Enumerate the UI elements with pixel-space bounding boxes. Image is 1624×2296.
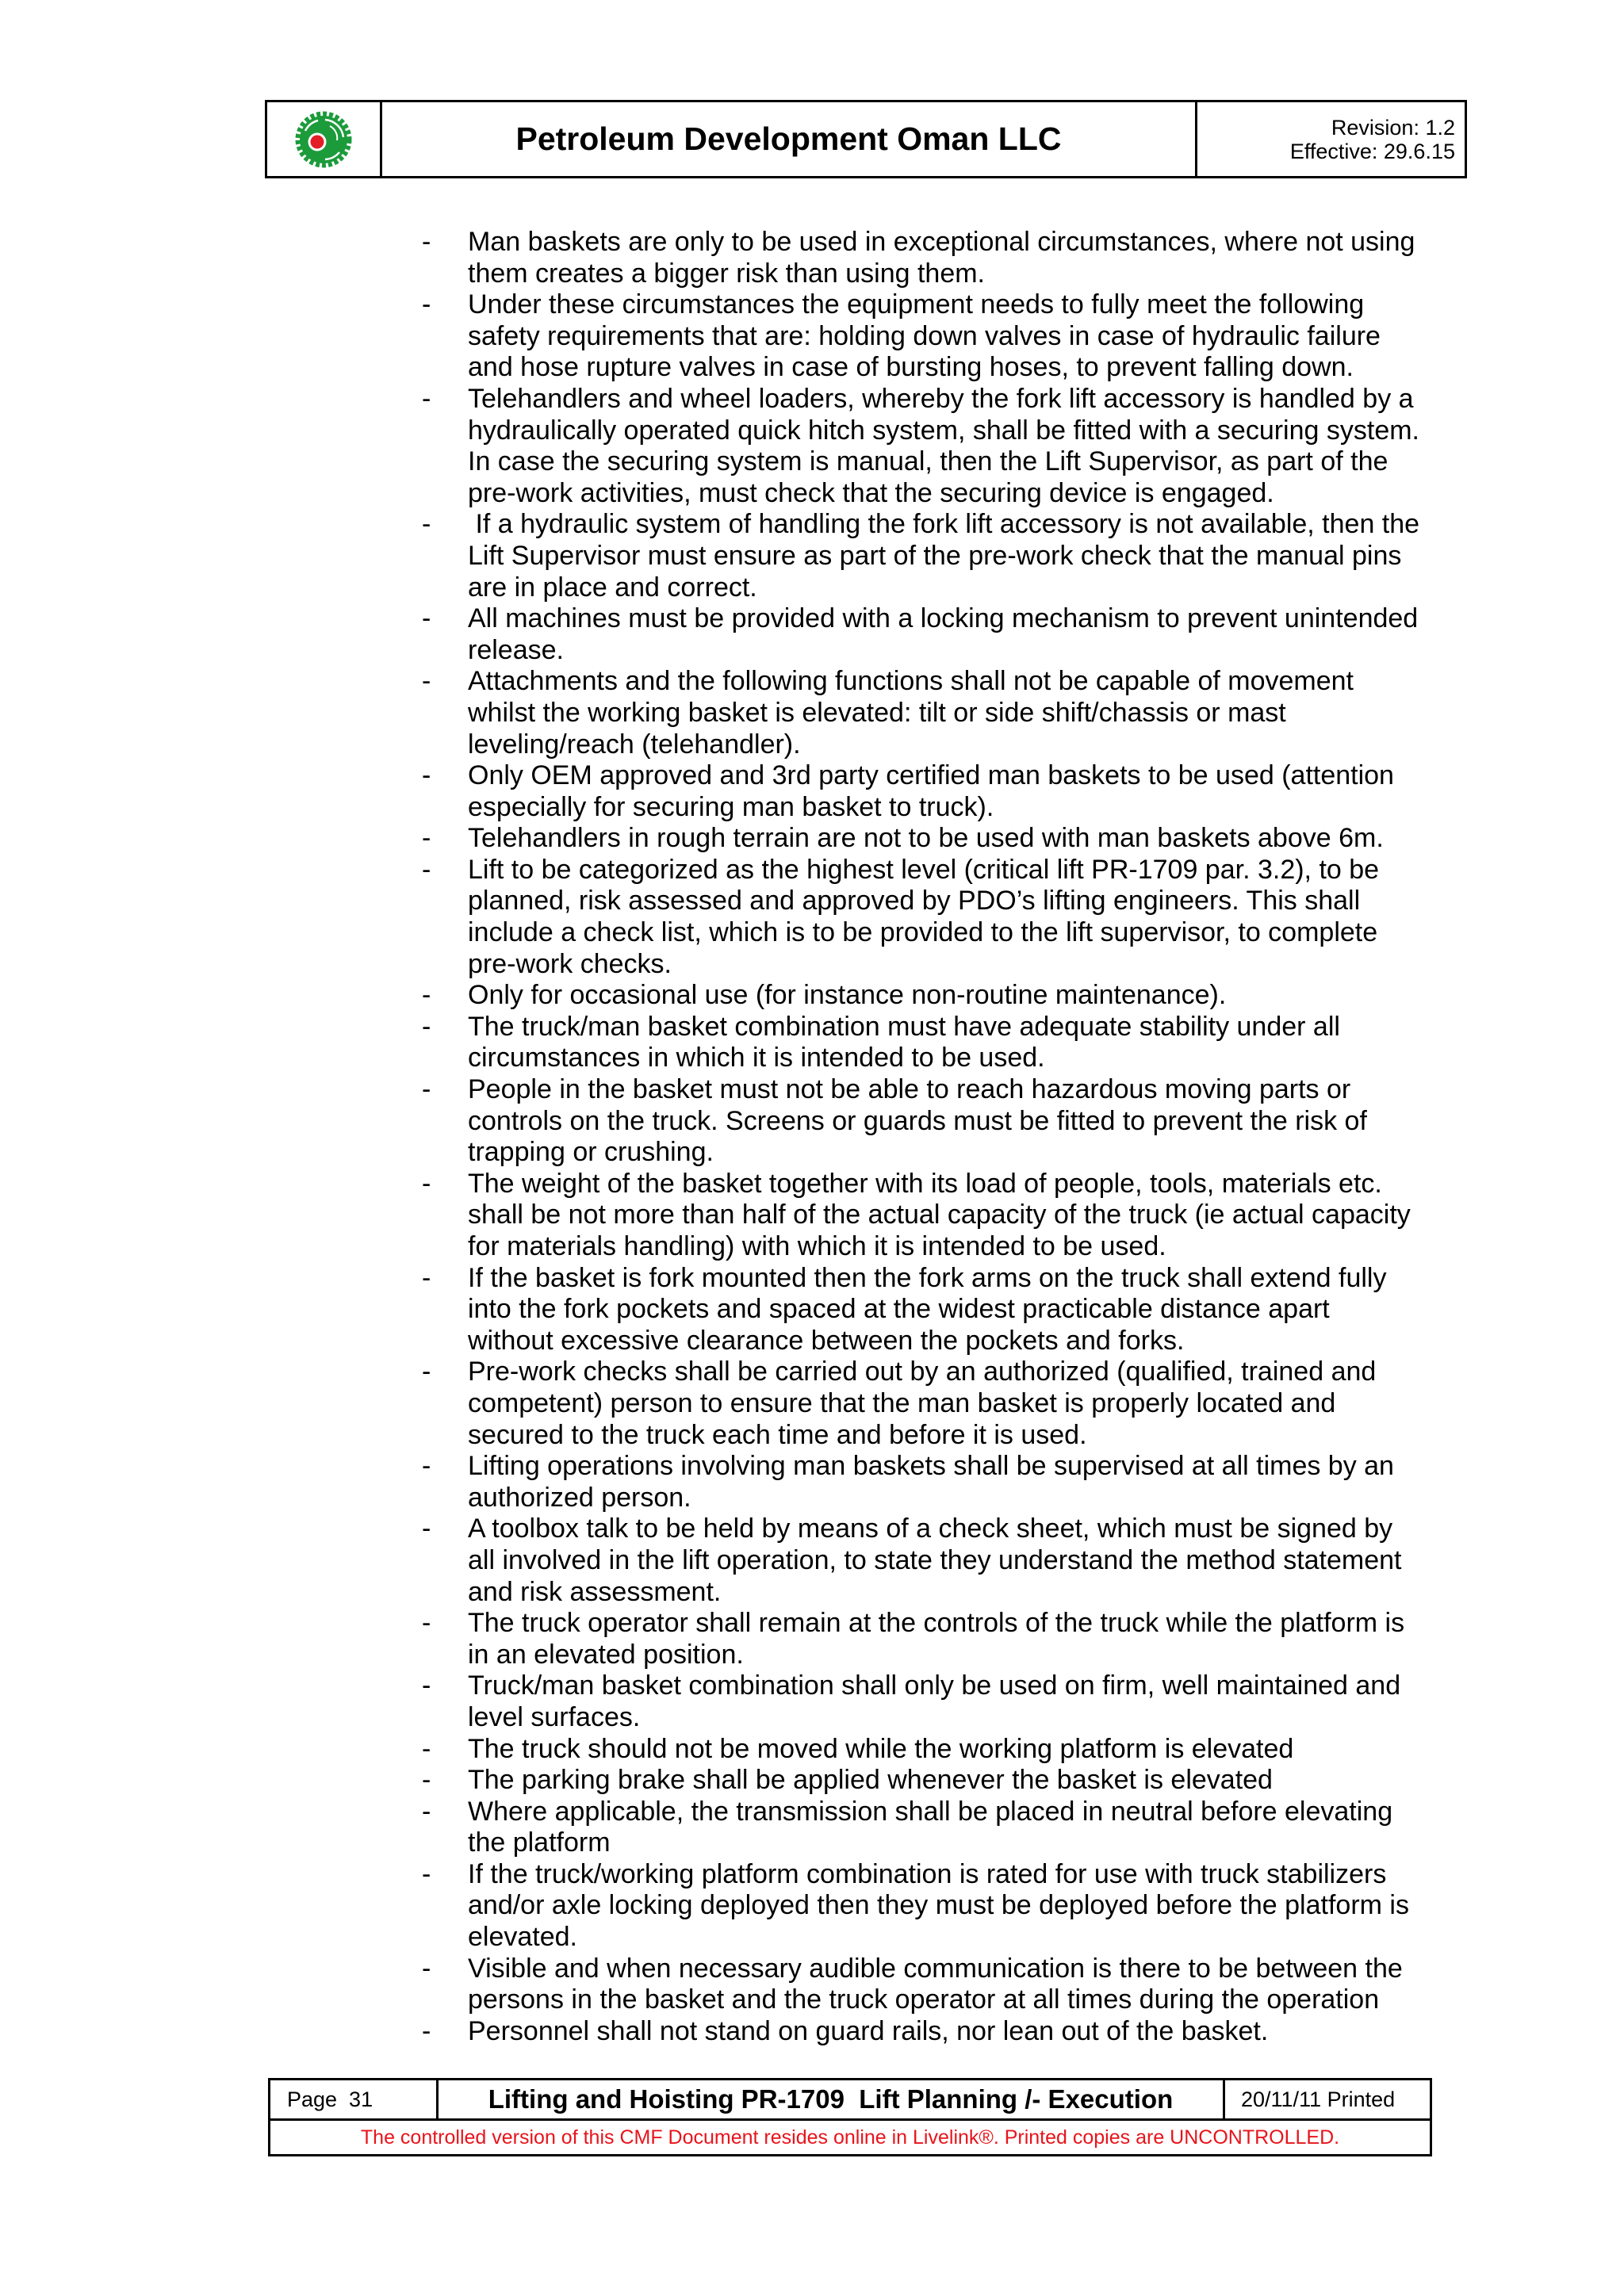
- list-item-text: [468, 1169, 1548, 1263]
- text-line: controls on the truck. Screens or guards must be fitted to prevent the risk of: [468, 1105, 1367, 1136]
- bullet-dash: -: [422, 383, 431, 414]
- text-line: whilst the working basket is elevated: tilt or side shift/chassis or mast: [468, 697, 1286, 728]
- list-item-text: [468, 1797, 1548, 1859]
- list-item: [422, 1734, 1548, 1766]
- list-item: [422, 1859, 1548, 1954]
- text-line: pre-work activities, must check that the securing device is engaged.: [468, 477, 1274, 508]
- text-line: hydraulically operated quick hitch system, shall be fitted with a securing system.: [468, 415, 1419, 446]
- text-line: Personnel shall not stand on guard rails, nor lean out of the basket.: [468, 2015, 1269, 2046]
- bullet-dash: -: [422, 666, 431, 697]
- text-line: Pre-work checks shall be carried out by an authorized (qualified, trained and: [468, 1357, 1377, 1387]
- text-line: Only OEM approved and 3rd party certified man baskets to be used (attention: [468, 760, 1394, 791]
- text-line: A toolbox talk to be held by means of a check sheet, which must be signed by: [468, 1513, 1393, 1544]
- text-line: release.: [468, 634, 564, 665]
- text-line: The weight of the basket together with its load of people, tools, materials etc.: [468, 1168, 1382, 1199]
- text-line: include a check list, which is to be provided to the lift supervisor, to complete: [468, 917, 1378, 948]
- bullet-dash: -: [422, 1011, 431, 1042]
- bullet-dash: -: [422, 823, 431, 854]
- text-line: Man baskets are only to be used in exceptional circumstances, where not using: [468, 227, 1415, 257]
- list-item: [422, 289, 1548, 384]
- text-line: The truck should not be moved while the working platform is elevated: [468, 1733, 1294, 1764]
- text-line: and/or axle locking deployed then they must be deployed before the platform is: [468, 1890, 1409, 1921]
- bullet-dash: -: [422, 1765, 431, 1796]
- list-item-text: [468, 1357, 1548, 1451]
- text-line: competent) person to ensure that the man basket is properly located and: [468, 1387, 1336, 1418]
- list-item: [422, 980, 1548, 1012]
- text-line: All machines must be provided with a locking mechanism to prevent unintended: [468, 603, 1419, 634]
- bullet-dash: -: [422, 1953, 431, 1984]
- text-line: The truck operator shall remain at the controls of the truck while the platform is: [468, 1608, 1405, 1639]
- text-line: People in the basket must not be able to reach hazardous moving parts or: [468, 1074, 1351, 1105]
- list-item: [422, 1263, 1548, 1357]
- text-line: pre-work checks.: [468, 948, 672, 979]
- list-item: [422, 1765, 1548, 1797]
- text-line: all involved in the lift operation, to state they understand the method statement: [468, 1544, 1402, 1575]
- list-item-text: [468, 823, 1548, 855]
- list-item: [422, 666, 1548, 760]
- list-item-text: [468, 1012, 1548, 1074]
- bullet-dash: -: [422, 1858, 431, 1889]
- logo-cell: [267, 102, 382, 176]
- bullet-dash: -: [422, 1608, 431, 1639]
- list-item-text: [468, 1513, 1548, 1608]
- list-item-text: [468, 1451, 1548, 1513]
- list-item-text: [468, 1765, 1548, 1797]
- list-item: [422, 509, 1548, 603]
- list-item: [422, 1670, 1548, 1733]
- text-line: especially for securing man basket to truck).: [468, 791, 994, 822]
- text-line: Only for occasional use (for instance non-routine maintenance).: [468, 980, 1227, 1011]
- bullet-dash: -: [422, 603, 431, 634]
- list-item-text: [468, 289, 1548, 384]
- text-line: The truck/man basket combination must have adequate stability under all: [468, 1011, 1340, 1042]
- text-line: and hose rupture valves in case of bursting hoses, to prevent falling down.: [468, 352, 1354, 383]
- text-line: Telehandlers and wheel loaders, whereby the fork lift accessory is handled by a: [468, 383, 1414, 414]
- document-header: [265, 100, 1467, 178]
- list-item-text: [468, 980, 1548, 1012]
- list-item: [422, 1451, 1548, 1513]
- list-item-text: [468, 666, 1548, 760]
- page-number: Page 31: [270, 2080, 439, 2118]
- text-line: the platform: [468, 1827, 611, 1858]
- text-line: Telehandlers in rough terrain are not to be used with man baskets above 6m.: [468, 823, 1384, 854]
- uncontrolled-notice: The controlled version of this CMF Document resides online in Livelink®. Printed copies are UNCONTROLLED.: [360, 2126, 1340, 2149]
- bullet-dash: -: [422, 1733, 431, 1764]
- list-item: [422, 384, 1548, 509]
- text-line: In case the securing system is manual, then the Lift Supervisor, as part of the: [468, 446, 1388, 477]
- bullet-dash: -: [422, 1513, 431, 1544]
- bullet-dash: -: [422, 1796, 431, 1827]
- text-line: Truck/man basket combination shall only be used on firm, well maintained and: [468, 1670, 1401, 1701]
- list-item-text: [468, 1734, 1548, 1766]
- bullet-dash: -: [422, 509, 431, 540]
- text-line: and risk assessment.: [468, 1576, 722, 1607]
- revision-block: [1197, 102, 1465, 176]
- bullet-dash: -: [422, 2015, 431, 2046]
- printed-date: 20/11/11 Printed: [1241, 2087, 1396, 2111]
- text-line: for materials handling) with which it is intended to be used.: [468, 1231, 1166, 1261]
- text-line: into the fork pockets and spaced at the widest practicable distance apart: [468, 1294, 1330, 1325]
- bullet-dash: -: [422, 1451, 431, 1482]
- pdo-logo-icon: [290, 109, 357, 170]
- list-item: [422, 760, 1548, 823]
- text-line: Lift to be categorized as the highest level (critical lift PR-1709 par. 3.2), to be: [468, 854, 1380, 885]
- text-line: without excessive clearance between the pockets and forks.: [468, 1325, 1185, 1356]
- text-line: them creates a bigger risk than using them.: [468, 258, 985, 289]
- requirements-list: [422, 227, 1548, 2047]
- list-item-text: [468, 1670, 1548, 1733]
- list-item: [422, 823, 1548, 855]
- list-item-text: [468, 2016, 1548, 2048]
- bullet-dash: -: [422, 289, 431, 320]
- list-item: [422, 1357, 1548, 1451]
- bullet-dash: -: [422, 1074, 431, 1105]
- text-line: planned, risk assessed and approved by PDO’s lifting engineers. This shall: [468, 886, 1361, 916]
- list-item-text: [468, 603, 1548, 666]
- list-item: [422, 1954, 1548, 2016]
- text-line: If a hydraulic system of handling the fork lift accessory is not available, then the: [468, 509, 1420, 540]
- list-item-text: [468, 227, 1548, 289]
- text-line: safety requirements that are: holding down valves in case of hydraulic failure: [468, 320, 1381, 351]
- list-item: [422, 1074, 1548, 1169]
- text-line: leveling/reach (telehandler).: [468, 729, 801, 760]
- text-line: trapping or crushing.: [468, 1137, 714, 1168]
- bullet-dash: -: [422, 980, 431, 1011]
- footer-info-row: [270, 2080, 1430, 2121]
- text-line: Under these circumstances the equipment needs to fully meet the following: [468, 289, 1365, 320]
- list-item: [422, 1797, 1548, 1859]
- list-item-text: [468, 1859, 1548, 1954]
- text-line: level surfaces.: [468, 1701, 641, 1732]
- list-item-text: [468, 855, 1548, 980]
- text-line: are in place and correct.: [468, 572, 757, 603]
- text-line: The parking brake shall be applied whenever the basket is elevated: [468, 1765, 1273, 1796]
- list-item-text: [468, 1263, 1548, 1357]
- list-item-text: [468, 1608, 1548, 1670]
- list-item-text: [468, 384, 1548, 509]
- list-item: [422, 1513, 1548, 1608]
- bullet-dash: -: [422, 1357, 431, 1387]
- text-line: Lift Supervisor must ensure as part of the pre-work check that the manual pins: [468, 540, 1402, 571]
- list-item: [422, 1608, 1548, 1670]
- bullet-dash: -: [422, 1670, 431, 1701]
- text-line: shall be not more than half of the actual capacity of the truck (ie actual capacity: [468, 1200, 1411, 1230]
- footer-doc-title: Lifting and Hoisting PR-1709 Lift Planning /- Execution: [439, 2080, 1225, 2118]
- bullet-dash: -: [422, 760, 431, 791]
- list-item-text: [468, 760, 1548, 823]
- list-item: [422, 855, 1548, 980]
- list-item-text: [468, 509, 1548, 603]
- list-item: [422, 1012, 1548, 1074]
- bullet-dash: -: [422, 1168, 431, 1199]
- list-item: [422, 603, 1548, 666]
- list-item: [422, 227, 1548, 289]
- text-line: circumstances in which it is intended to be used.: [468, 1043, 1045, 1073]
- bullet-dash: -: [422, 854, 431, 885]
- text-line: persons in the basket and the truck operator at all times during the operation: [468, 1984, 1380, 2015]
- revision-label: Revision: 1.2: [1331, 115, 1455, 140]
- bullet-dash: -: [422, 227, 431, 257]
- list-item-text: [468, 1954, 1548, 2016]
- text-line: Attachments and the following functions shall not be capable of movement: [468, 666, 1354, 697]
- text-line: If the basket is fork mounted then the fork arms on the truck shall extend fully: [468, 1262, 1387, 1293]
- text-line: If the truck/working platform combination is rated for use with truck stabilizers: [468, 1858, 1387, 1889]
- list-item: [422, 2016, 1548, 2048]
- text-line: elevated.: [468, 1922, 577, 1953]
- text-line: in an elevated position.: [468, 1639, 744, 1670]
- text-line: secured to the truck each time and before it is used.: [468, 1419, 1087, 1450]
- effective-date: Effective: 29.6.15: [1289, 139, 1455, 163]
- text-line: Lifting operations involving man baskets shall be supervised at all times by an: [468, 1451, 1394, 1482]
- text-line: Where applicable, the transmission shall be placed in neutral before elevating: [468, 1796, 1393, 1827]
- document-footer: [268, 2078, 1432, 2156]
- text-line: authorized person.: [468, 1482, 691, 1513]
- company-title: Petroleum Development Oman LLC: [382, 102, 1197, 176]
- list-item: [422, 1169, 1548, 1263]
- text-line: Visible and when necessary audible communication is there to be between the: [468, 1953, 1403, 1984]
- list-item-text: [468, 1074, 1548, 1169]
- bullet-dash: -: [422, 1262, 431, 1293]
